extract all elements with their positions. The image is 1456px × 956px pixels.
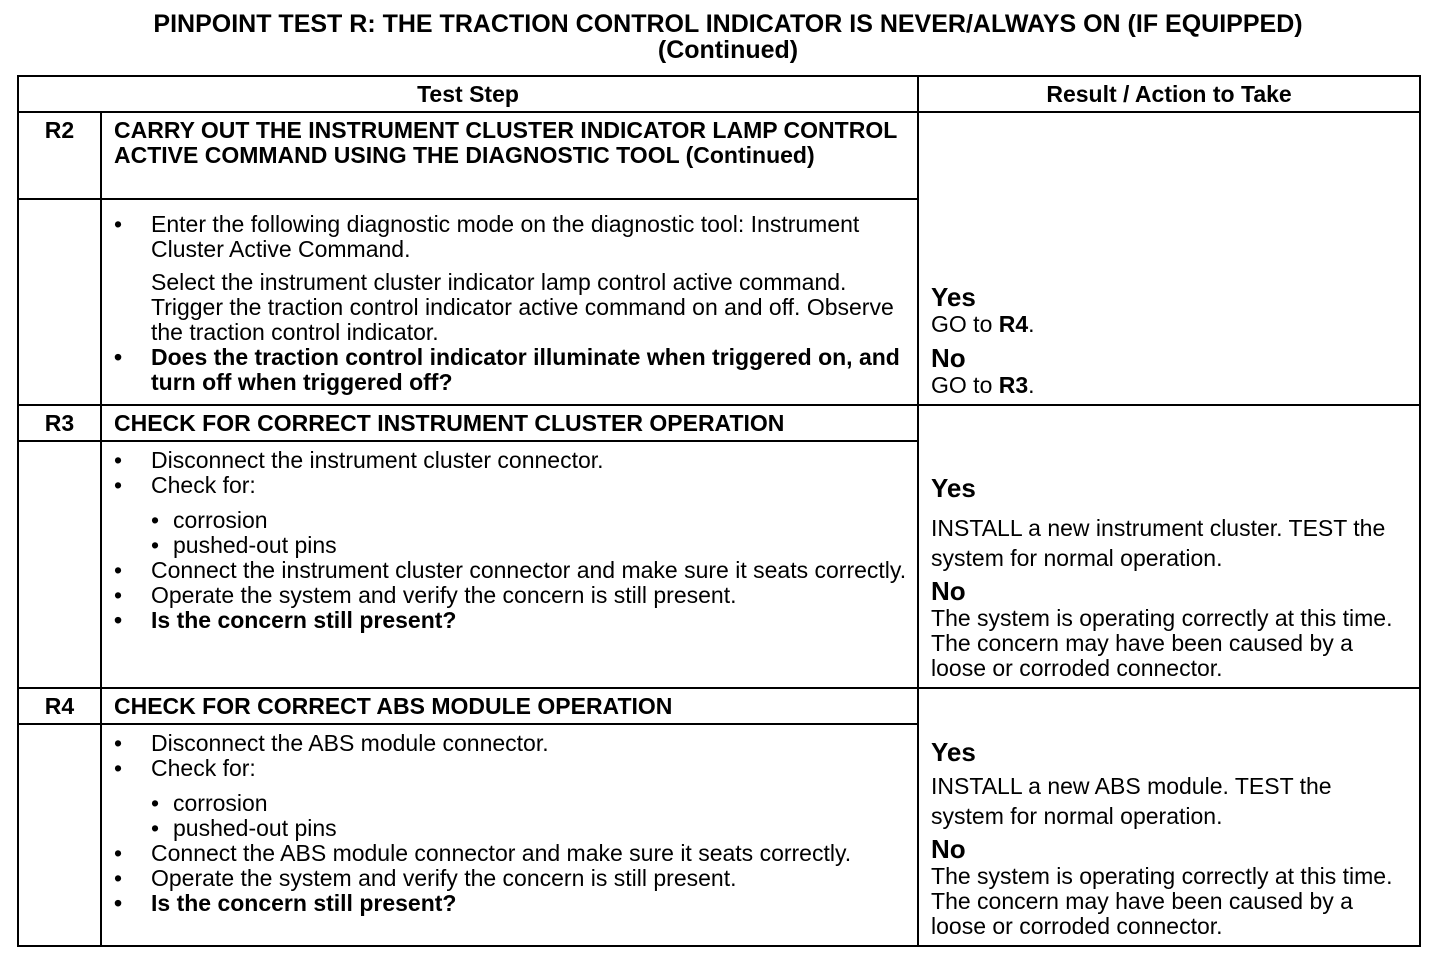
list-item: • Connect the instrument cluster connector and make sure it seats correctly. <box>114 557 907 583</box>
list-item: • Check for: <box>114 472 256 498</box>
list-item-question: • Is the concern still present? <box>114 890 457 916</box>
result-no-action-r4: The system is operating correctly at this time. The concern may have been caused by a loose or corroded connector. <box>931 863 1393 939</box>
step-id-cell-empty <box>18 441 101 688</box>
result-no-r4: No <box>931 834 966 864</box>
step-r3-title-row <box>18 405 1420 441</box>
list-item: • Operate the system and verify the concern is still present. <box>114 582 737 608</box>
page-subtitle: (Continued) <box>657 36 799 64</box>
list-item-question: • Is the concern still present? <box>114 607 457 633</box>
sub-list-item: • corrosion <box>151 790 268 816</box>
header-result: Result / Action to Take <box>918 76 1420 112</box>
result-yes-action-r3: INSTALL a new instrument cluster. TEST the system for normal operation. <box>931 515 1386 571</box>
result-r4 <box>918 688 1420 946</box>
page-title: PINPOINT TEST R: THE TRACTION CONTROL INDICATOR IS NEVER/ALWAYS ON (IF EQUIPPED) <box>153 10 1303 38</box>
step-id-r2: R2 <box>18 112 101 199</box>
step-r2-title-row <box>18 112 1420 199</box>
step-id-cell-empty <box>18 199 101 405</box>
step-title-r2: CARRY OUT THE INSTRUMENT CLUSTER INDICATOR LAMP CONTROL ACTIVE COMMAND USING THE DIAGNOSTIC TOOL (Continued) <box>101 112 918 199</box>
sub-list-item: • corrosion <box>151 507 268 533</box>
result-yes-r2: Yes <box>931 282 976 312</box>
step-content-r3 <box>101 441 918 688</box>
result-yes-r4: Yes <box>931 737 976 767</box>
list-item: • Disconnect the instrument cluster connector. <box>114 447 604 473</box>
sub-list-item: • pushed-out pins <box>151 815 337 841</box>
result-yes-action-r4: INSTALL a new ABS module. TEST the system for normal operation. <box>931 773 1332 829</box>
ref-r3: R3 <box>998 372 1029 398</box>
step-r4-title-row <box>18 688 1420 724</box>
result-no-r3: No <box>931 576 966 606</box>
result-yes-action-r2: GO to R4. <box>931 311 1035 337</box>
list-item: • Disconnect the ABS module connector. <box>114 730 549 756</box>
step-id-cell-empty <box>18 724 101 946</box>
step-content-r2 <box>101 199 918 405</box>
pinpoint-test-table <box>17 75 1421 947</box>
sub-list <box>151 791 907 841</box>
step-id-r3: R3 <box>18 405 101 441</box>
step-title-r4: CHECK FOR CORRECT ABS MODULE OPERATION <box>101 688 918 724</box>
result-no-r2: No <box>931 343 966 373</box>
result-r2 <box>918 112 1420 405</box>
step-paragraph: Select the instrument cluster indicator lamp control active command. Trigger the traction control indicator active command on and off. Observe the traction control indicator. <box>151 269 894 345</box>
list-item: • Enter the following diagnostic mode on the diagnostic tool: Instrument Cluster Active Command. <box>114 211 860 262</box>
step-id-r4: R4 <box>18 688 101 724</box>
ref-r4: R4 <box>998 311 1029 337</box>
result-r3 <box>918 405 1420 688</box>
sub-list-item: • pushed-out pins <box>151 532 337 558</box>
list-item-question: • Does the traction control indicator illuminate when triggered on, and turn off when triggered off? <box>114 344 900 395</box>
step-title-r3: CHECK FOR CORRECT INSTRUMENT CLUSTER OPERATION <box>101 405 918 441</box>
list-item: • Connect the ABS module connector and make sure it seats correctly. <box>114 840 852 866</box>
result-yes-r3: Yes <box>931 473 976 503</box>
list-item: • Operate the system and verify the concern is still present. <box>114 865 737 891</box>
result-no-action-r3: The system is operating correctly at this time. The concern may have been caused by a loose or corroded connector. <box>931 605 1393 681</box>
table-header-row <box>18 76 1420 112</box>
header-test-step: Test Step <box>18 76 918 112</box>
sub-list <box>151 508 907 558</box>
step-content-r4 <box>101 724 918 946</box>
result-no-action-r2: GO to R3. <box>931 372 1035 398</box>
list-item: • Check for: <box>114 755 256 781</box>
